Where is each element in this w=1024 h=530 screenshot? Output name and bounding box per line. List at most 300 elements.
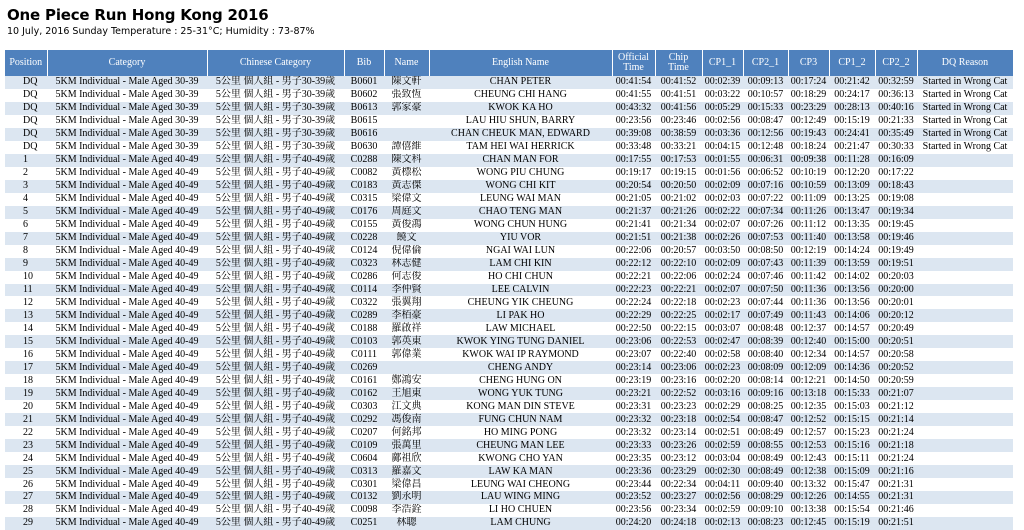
cell-english-name: LAW KA MAN <box>429 465 612 478</box>
cell-chinese-category: 5公里 個人組 - 男子40-49歲 <box>207 206 344 219</box>
cell-cp1-1: 00:03:04 <box>702 452 743 465</box>
cell-cp2-2: 00:20:58 <box>875 348 917 361</box>
cell-dq-reason: Started in Wrong Cat <box>917 141 1013 154</box>
cell-name: 林聰 <box>384 517 429 530</box>
cell-english-name: LI PAK HO <box>429 309 612 322</box>
cell-chip-time: 00:23:27 <box>655 491 702 504</box>
cell-name: 梁偉昌 <box>384 478 429 491</box>
cell-category: 5KM Individual - Male Aged 40-49 <box>47 167 207 180</box>
cell-dq-reason <box>917 426 1013 439</box>
cell-bib: C0288 <box>344 154 384 167</box>
cell-bib: C0251 <box>344 517 384 530</box>
cell-cp3: 00:11:26 <box>788 206 829 219</box>
cell-category: 5KM Individual - Male Aged 40-49 <box>47 517 207 530</box>
cell-cp1-2: 00:21:47 <box>829 141 875 154</box>
column-header-bib: Bib <box>344 50 384 76</box>
cell-official-time: 00:41:54 <box>612 76 655 89</box>
column-header-english-name: English Name <box>429 50 612 76</box>
cell-official-time: 00:21:05 <box>612 193 655 206</box>
cell-chinese-category: 5公里 個人組 - 男子40-49歲 <box>207 193 344 206</box>
cell-bib: B0601 <box>344 76 384 89</box>
cell-chinese-category: 5公里 個人組 - 男子40-49歲 <box>207 387 344 400</box>
cell-name: 羅嘉文 <box>384 465 429 478</box>
cell-cp2-2: 00:21:12 <box>875 400 917 413</box>
cell-english-name: CHEUNG YIK CHEUNG <box>429 296 612 309</box>
cell-official-time: 00:23:32 <box>612 426 655 439</box>
table-row <box>5 413 1013 426</box>
cell-chip-time: 00:33:21 <box>655 141 702 154</box>
cell-bib: C0183 <box>344 180 384 193</box>
cell-position: 4 <box>5 193 47 206</box>
cell-cp2-2: 00:20:51 <box>875 335 917 348</box>
cell-cp2-1: 00:12:48 <box>743 141 788 154</box>
cell-cp2-2: 00:21:46 <box>875 504 917 517</box>
cell-cp3: 00:23:29 <box>788 102 829 115</box>
cell-bib: C0604 <box>344 452 384 465</box>
cell-official-time: 00:23:14 <box>612 361 655 374</box>
cell-dq-reason <box>917 206 1013 219</box>
cell-official-time: 00:22:21 <box>612 271 655 284</box>
cell-bib: C0315 <box>344 193 384 206</box>
cell-dq-reason <box>917 284 1013 297</box>
cell-chip-time: 00:22:40 <box>655 348 702 361</box>
cell-category: 5KM Individual - Male Aged 40-49 <box>47 271 207 284</box>
cell-chinese-category: 5公里 個人組 - 男子40-49歲 <box>207 348 344 361</box>
cell-official-time: 00:23:52 <box>612 491 655 504</box>
cell-name: 羅啟祥 <box>384 322 429 335</box>
cell-bib: C0162 <box>344 387 384 400</box>
cell-cp1-2: 00:11:28 <box>829 154 875 167</box>
cell-dq-reason <box>917 245 1013 258</box>
cell-official-time: 00:24:20 <box>612 517 655 530</box>
cell-cp3: 00:12:19 <box>788 245 829 258</box>
cell-chinese-category: 5公里 個人組 - 男子40-49歲 <box>207 245 344 258</box>
cell-bib: C0313 <box>344 465 384 478</box>
cell-official-time: 00:23:56 <box>612 115 655 128</box>
column-header-official-time: Official Time <box>612 50 655 76</box>
cell-cp1-1: 00:02:07 <box>702 284 743 297</box>
cell-name: 郭英東 <box>384 335 429 348</box>
cell-category: 5KM Individual - Male Aged 40-49 <box>47 284 207 297</box>
cell-cp2-2: 00:21:33 <box>875 115 917 128</box>
cell-cp2-1: 00:08:55 <box>743 439 788 452</box>
cell-cp1-2: 00:14:36 <box>829 361 875 374</box>
cell-official-time: 00:22:24 <box>612 296 655 309</box>
cell-cp2-1: 00:08:49 <box>743 452 788 465</box>
cell-cp2-1: 00:08:39 <box>743 335 788 348</box>
cell-cp1-2: 00:15:03 <box>829 400 875 413</box>
cell-cp1-1: 00:03:22 <box>702 89 743 102</box>
cell-cp2-2: 00:19:46 <box>875 232 917 245</box>
cell-cp1-2: 00:13:59 <box>829 258 875 271</box>
cell-official-time: 00:22:29 <box>612 309 655 322</box>
cell-chip-time: 00:24:18 <box>655 517 702 530</box>
cell-cp1-1: 00:03:50 <box>702 245 743 258</box>
cell-chip-time: 00:21:34 <box>655 219 702 232</box>
cell-chip-time: 00:21:26 <box>655 206 702 219</box>
cell-dq-reason <box>917 465 1013 478</box>
cell-bib: C0109 <box>344 439 384 452</box>
table-row <box>5 400 1013 413</box>
cell-position: 5 <box>5 206 47 219</box>
cell-cp2-1: 00:07:26 <box>743 219 788 232</box>
cell-dq-reason <box>917 271 1013 284</box>
cell-english-name: CHAN CHEUK MAN, EDWARD <box>429 128 612 141</box>
cell-position: 18 <box>5 374 47 387</box>
cell-cp2-2: 00:20:49 <box>875 322 917 335</box>
cell-cp1-2: 00:13:25 <box>829 193 875 206</box>
table-row <box>5 141 1013 154</box>
table-row <box>5 271 1013 284</box>
cell-cp1-1: 00:04:11 <box>702 478 743 491</box>
table-row <box>5 374 1013 387</box>
cell-cp2-1: 00:07:53 <box>743 232 788 245</box>
cell-category: 5KM Individual - Male Aged 40-49 <box>47 452 207 465</box>
cell-bib: C0286 <box>344 271 384 284</box>
cell-cp2-1: 00:08:49 <box>743 426 788 439</box>
cell-english-name: LEUNG WAI MAN <box>429 193 612 206</box>
table-row <box>5 465 1013 478</box>
cell-dq-reason <box>917 439 1013 452</box>
table-row <box>5 232 1013 245</box>
cell-official-time: 00:17:55 <box>612 154 655 167</box>
cell-cp3: 00:11:42 <box>788 271 829 284</box>
table-row <box>5 89 1013 102</box>
table-body <box>5 76 1013 530</box>
cell-cp2-1: 00:08:47 <box>743 413 788 426</box>
cell-cp1-2: 00:15:16 <box>829 439 875 452</box>
cell-cp1-1: 00:02:29 <box>702 400 743 413</box>
cell-official-time: 00:23:32 <box>612 413 655 426</box>
cell-cp1-1: 00:03:36 <box>702 128 743 141</box>
cell-cp2-2: 00:19:49 <box>875 245 917 258</box>
cell-position: 7 <box>5 232 47 245</box>
cell-cp2-2: 00:19:08 <box>875 193 917 206</box>
cell-english-name: CHAN PETER <box>429 76 612 89</box>
table-row <box>5 115 1013 128</box>
cell-name: 林志健 <box>384 258 429 271</box>
column-header-dq-reason: DQ Reason <box>917 50 1013 76</box>
cell-cp1-1: 00:05:29 <box>702 102 743 115</box>
cell-cp2-2: 00:21:31 <box>875 478 917 491</box>
cell-bib: C0303 <box>344 400 384 413</box>
cell-category: 5KM Individual - Male Aged 30-39 <box>47 76 207 89</box>
cell-chip-time: 00:41:51 <box>655 89 702 102</box>
cell-english-name: WONG CHUN HUNG <box>429 219 612 232</box>
cell-official-time: 00:23:56 <box>612 504 655 517</box>
cell-official-time: 00:23:19 <box>612 374 655 387</box>
cell-position: 15 <box>5 335 47 348</box>
cell-dq-reason <box>917 400 1013 413</box>
cell-cp3: 00:12:43 <box>788 452 829 465</box>
cell-official-time: 00:23:36 <box>612 465 655 478</box>
cell-bib: C0161 <box>344 374 384 387</box>
cell-chip-time: 00:23:26 <box>655 439 702 452</box>
cell-cp3: 00:17:24 <box>788 76 829 89</box>
cell-cp2-1: 00:07:44 <box>743 296 788 309</box>
cell-official-time: 00:43:32 <box>612 102 655 115</box>
cell-cp2-2: 00:20:52 <box>875 361 917 374</box>
cell-cp1-1: 00:02:09 <box>702 180 743 193</box>
cell-category: 5KM Individual - Male Aged 40-49 <box>47 439 207 452</box>
cell-cp2-1: 00:15:33 <box>743 102 788 115</box>
cell-cp1-2: 00:15:00 <box>829 335 875 348</box>
cell-chip-time: 00:23:06 <box>655 361 702 374</box>
cell-english-name: CHEUNG CHI HANG <box>429 89 612 102</box>
cell-cp3: 00:11:36 <box>788 284 829 297</box>
cell-cp1-2: 00:14:02 <box>829 271 875 284</box>
table-row <box>5 154 1013 167</box>
cell-cp2-1: 00:06:52 <box>743 167 788 180</box>
cell-chinese-category: 5公里 個人組 - 男子40-49歲 <box>207 154 344 167</box>
cell-name: 黃俊鴻 <box>384 219 429 232</box>
cell-chinese-category: 5公里 個人組 - 男子40-49歲 <box>207 361 344 374</box>
cell-cp2-2: 00:36:13 <box>875 89 917 102</box>
cell-cp1-1: 00:03:07 <box>702 322 743 335</box>
cell-chinese-category: 5公里 個人組 - 男子40-49歲 <box>207 452 344 465</box>
cell-category: 5KM Individual - Male Aged 40-49 <box>47 193 207 206</box>
cell-position: 23 <box>5 439 47 452</box>
cell-category: 5KM Individual - Male Aged 30-39 <box>47 141 207 154</box>
cell-category: 5KM Individual - Male Aged 40-49 <box>47 245 207 258</box>
cell-official-time: 00:22:23 <box>612 284 655 297</box>
cell-category: 5KM Individual - Male Aged 40-49 <box>47 413 207 426</box>
table-row <box>5 426 1013 439</box>
cell-chinese-category: 5公里 個人組 - 男子40-49歲 <box>207 180 344 193</box>
cell-cp2-2: 00:16:09 <box>875 154 917 167</box>
cell-cp1-2: 00:15:33 <box>829 387 875 400</box>
cell-english-name: CHAO TENG MAN <box>429 206 612 219</box>
cell-cp3: 00:11:43 <box>788 309 829 322</box>
cell-cp2-1: 00:08:23 <box>743 517 788 530</box>
cell-cp2-2: 00:20:01 <box>875 296 917 309</box>
cell-english-name: CHENG ANDY <box>429 361 612 374</box>
cell-chinese-category: 5公里 個人組 - 男子30-39歲 <box>207 89 344 102</box>
cell-category: 5KM Individual - Male Aged 40-49 <box>47 465 207 478</box>
column-header-cp1-2: CP1_2 <box>829 50 875 76</box>
cell-cp2-1: 00:08:50 <box>743 245 788 258</box>
cell-dq-reason <box>917 491 1013 504</box>
cell-bib: C0289 <box>344 309 384 322</box>
table-row <box>5 322 1013 335</box>
cell-cp3: 00:11:36 <box>788 296 829 309</box>
cell-official-time: 00:23:35 <box>612 452 655 465</box>
cell-name: 周庭文 <box>384 206 429 219</box>
cell-cp1-1: 00:02:26 <box>702 232 743 245</box>
cell-position: 9 <box>5 258 47 271</box>
cell-category: 5KM Individual - Male Aged 40-49 <box>47 374 207 387</box>
cell-cp2-1: 00:07:50 <box>743 284 788 297</box>
cell-category: 5KM Individual - Male Aged 40-49 <box>47 400 207 413</box>
cell-english-name: CHEUNG MAN LEE <box>429 439 612 452</box>
cell-cp3: 00:12:21 <box>788 374 829 387</box>
column-header-category: Category <box>47 50 207 76</box>
cell-cp1-1: 00:01:55 <box>702 154 743 167</box>
cell-dq-reason <box>917 167 1013 180</box>
cell-position: DQ <box>5 115 47 128</box>
cell-cp2-1: 00:09:16 <box>743 387 788 400</box>
cell-cp2-2: 00:21:24 <box>875 452 917 465</box>
cell-chinese-category: 5公里 個人組 - 男子40-49歲 <box>207 258 344 271</box>
cell-english-name: WONG YUK TUNG <box>429 387 612 400</box>
cell-english-name: KONG MAN DIN STEVE <box>429 400 612 413</box>
cell-chinese-category: 5公里 個人組 - 男子30-39歲 <box>207 76 344 89</box>
cell-english-name: LEUNG WAI CHEONG <box>429 478 612 491</box>
cell-bib: C0292 <box>344 413 384 426</box>
cell-english-name: LAU WING MING <box>429 491 612 504</box>
cell-cp2-1: 00:10:57 <box>743 89 788 102</box>
cell-category: 5KM Individual - Male Aged 30-39 <box>47 102 207 115</box>
cell-cp1-1: 00:02:17 <box>702 309 743 322</box>
cell-cp2-2: 00:21:14 <box>875 413 917 426</box>
cell-official-time: 00:23:07 <box>612 348 655 361</box>
column-header-cp2-2: CP2_2 <box>875 50 917 76</box>
cell-cp1-2: 00:14:50 <box>829 374 875 387</box>
cell-cp3: 00:12:26 <box>788 491 829 504</box>
cell-cp3: 00:12:49 <box>788 115 829 128</box>
cell-cp2-2: 00:19:51 <box>875 258 917 271</box>
cell-chip-time: 00:21:02 <box>655 193 702 206</box>
cell-position: DQ <box>5 102 47 115</box>
results-table <box>5 50 1014 530</box>
cell-cp2-2: 00:18:43 <box>875 180 917 193</box>
cell-chinese-category: 5公里 個人組 - 男子30-39歲 <box>207 141 344 154</box>
cell-official-time: 00:22:50 <box>612 322 655 335</box>
cell-cp3: 00:18:29 <box>788 89 829 102</box>
cell-chinese-category: 5公里 個人組 - 男子40-49歲 <box>207 504 344 517</box>
cell-position: 19 <box>5 387 47 400</box>
cell-chip-time: 00:22:15 <box>655 322 702 335</box>
cell-chip-time: 00:20:57 <box>655 245 702 258</box>
column-header-cp2-1: CP2_1 <box>743 50 788 76</box>
cell-chinese-category: 5公里 個人組 - 男子40-49歲 <box>207 517 344 530</box>
table-row <box>5 128 1013 141</box>
cell-cp1-1: 00:02:23 <box>702 296 743 309</box>
cell-cp2-2: 00:21:07 <box>875 387 917 400</box>
cell-official-time: 00:21:51 <box>612 232 655 245</box>
cell-cp2-2: 00:21:18 <box>875 439 917 452</box>
cell-english-name: LAU HIU SHUN, BARRY <box>429 115 612 128</box>
cell-english-name: HO MING PONG <box>429 426 612 439</box>
cell-cp1-2: 00:13:09 <box>829 180 875 193</box>
cell-name <box>384 115 429 128</box>
cell-position: 12 <box>5 296 47 309</box>
cell-bib: C0098 <box>344 504 384 517</box>
cell-position: 13 <box>5 309 47 322</box>
cell-cp3: 00:11:09 <box>788 193 829 206</box>
cell-bib: B0630 <box>344 141 384 154</box>
cell-chinese-category: 5公里 個人組 - 男子40-49歲 <box>207 309 344 322</box>
cell-cp3: 00:12:40 <box>788 335 829 348</box>
cell-chinese-category: 5公里 個人組 - 男子40-49歲 <box>207 167 344 180</box>
cell-cp1-2: 00:15:11 <box>829 452 875 465</box>
cell-chip-time: 00:19:15 <box>655 167 702 180</box>
cell-cp1-1: 00:02:03 <box>702 193 743 206</box>
cell-position: 24 <box>5 452 47 465</box>
cell-english-name: KWOK YING TUNG DANIEL <box>429 335 612 348</box>
cell-dq-reason <box>917 258 1013 271</box>
cell-english-name: CHAN MAN FOR <box>429 154 612 167</box>
cell-chinese-category: 5公里 個人組 - 男子40-49歲 <box>207 426 344 439</box>
cell-official-time: 00:39:08 <box>612 128 655 141</box>
cell-english-name: LAW MICHAEL <box>429 322 612 335</box>
column-header-name: Name <box>384 50 429 76</box>
cell-chip-time: 00:23:23 <box>655 400 702 413</box>
cell-cp1-2: 00:12:20 <box>829 167 875 180</box>
cell-chinese-category: 5公里 個人組 - 男子40-49歲 <box>207 322 344 335</box>
cell-chinese-category: 5公里 個人組 - 男子30-39歲 <box>207 128 344 141</box>
cell-cp3: 00:12:57 <box>788 426 829 439</box>
cell-cp2-1: 00:07:46 <box>743 271 788 284</box>
cell-dq-reason <box>917 374 1013 387</box>
cell-cp1-2: 00:21:42 <box>829 76 875 89</box>
cell-chip-time: 00:23:29 <box>655 465 702 478</box>
cell-dq-reason: Started in Wrong Cat <box>917 89 1013 102</box>
cell-cp1-1: 00:02:23 <box>702 361 743 374</box>
cell-category: 5KM Individual - Male Aged 40-49 <box>47 387 207 400</box>
cell-cp2-1: 00:07:22 <box>743 193 788 206</box>
cell-dq-reason <box>917 348 1013 361</box>
cell-cp2-2: 00:19:45 <box>875 219 917 232</box>
cell-chip-time: 00:21:38 <box>655 232 702 245</box>
cell-bib: C0228 <box>344 232 384 245</box>
cell-cp2-2: 00:20:59 <box>875 374 917 387</box>
cell-cp1-1: 00:02:09 <box>702 258 743 271</box>
cell-position: 6 <box>5 219 47 232</box>
cell-english-name: KWONG CHO YAN <box>429 452 612 465</box>
cell-cp1-1: 00:02:59 <box>702 504 743 517</box>
cell-category: 5KM Individual - Male Aged 40-49 <box>47 180 207 193</box>
cell-english-name: FUNG CHUN NAM <box>429 413 612 426</box>
cell-name: 江文典 <box>384 400 429 413</box>
cell-chinese-category: 5公里 個人組 - 男子40-49歲 <box>207 478 344 491</box>
cell-cp3: 00:13:18 <box>788 387 829 400</box>
cell-bib: B0615 <box>344 115 384 128</box>
cell-chip-time: 00:17:53 <box>655 154 702 167</box>
cell-cp2-1: 00:08:25 <box>743 400 788 413</box>
cell-bib: C0323 <box>344 258 384 271</box>
cell-category: 5KM Individual - Male Aged 40-49 <box>47 426 207 439</box>
cell-cp1-1: 00:02:58 <box>702 348 743 361</box>
cell-name: 張萬里 <box>384 439 429 452</box>
cell-bib: C0082 <box>344 167 384 180</box>
cell-category: 5KM Individual - Male Aged 40-49 <box>47 504 207 517</box>
cell-position: 2 <box>5 167 47 180</box>
cell-bib: B0613 <box>344 102 384 115</box>
cell-english-name: LAM CHI KIN <box>429 258 612 271</box>
cell-cp1-2: 00:28:13 <box>829 102 875 115</box>
cell-chinese-category: 5公里 個人組 - 男子40-49歲 <box>207 284 344 297</box>
cell-cp1-2: 00:14:24 <box>829 245 875 258</box>
cell-name: 張致恆 <box>384 89 429 102</box>
cell-bib: C0269 <box>344 361 384 374</box>
table-row <box>5 180 1013 193</box>
cell-cp1-2: 00:15:19 <box>829 517 875 530</box>
table-row <box>5 452 1013 465</box>
cell-cp2-2: 00:20:12 <box>875 309 917 322</box>
cell-cp2-1: 00:09:13 <box>743 76 788 89</box>
cell-chip-time: 00:38:59 <box>655 128 702 141</box>
cell-dq-reason: Started in Wrong Cat <box>917 115 1013 128</box>
cell-chip-time: 00:41:52 <box>655 76 702 89</box>
cell-cp2-1: 00:07:43 <box>743 258 788 271</box>
cell-position: 1 <box>5 154 47 167</box>
table-row <box>5 102 1013 115</box>
table-row <box>5 361 1013 374</box>
cell-english-name: LEE CALVIN <box>429 284 612 297</box>
cell-position: 11 <box>5 284 47 297</box>
cell-category: 5KM Individual - Male Aged 40-49 <box>47 322 207 335</box>
